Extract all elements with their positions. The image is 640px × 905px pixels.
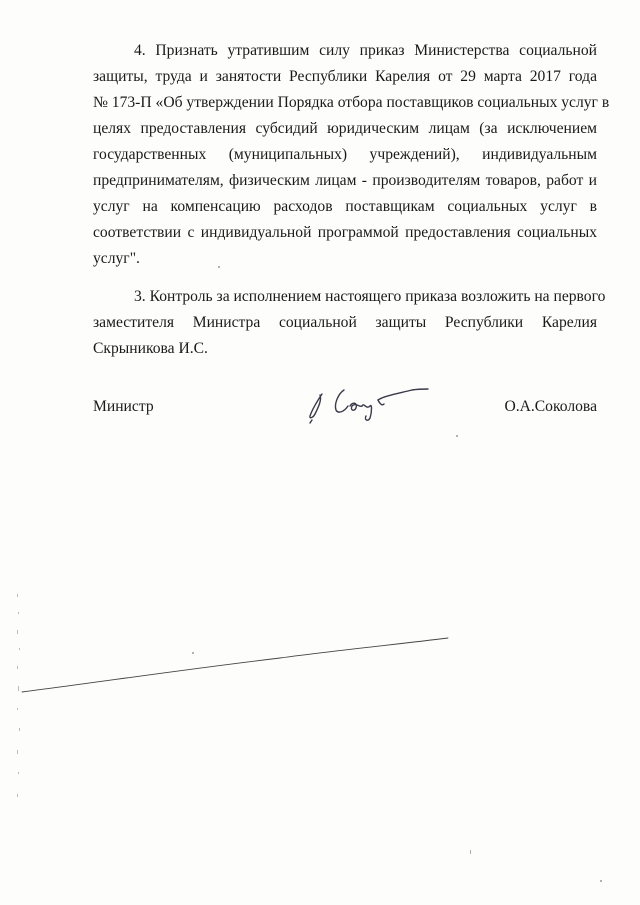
paragraph-4-line-3: № 173-П «Об утверждении Порядка отбора поставщиков социальных услуг в (93, 94, 610, 111)
scan-edge-noise (14, 590, 24, 810)
paragraph-4-line-2: защиты, труда и занятости Республики Карелия от 29 марта 2017 года (93, 68, 597, 85)
scan-speck (470, 850, 471, 854)
paragraph-4-line-7: услуг на компенсацию расходов поставщикам социальных услуг в (93, 198, 597, 215)
signatory-title: Министр (93, 398, 154, 415)
scan-speck (218, 266, 220, 268)
paragraph-4-line-4: целях предоставления субсидий юридическим лицам (за исключением (93, 120, 597, 137)
paragraph-4-line-9: услуг". (93, 250, 140, 267)
scan-speck (192, 652, 194, 654)
scan-speck (600, 880, 602, 882)
scan-pen-stroke (20, 630, 450, 700)
paragraph-4-line-6: предпринимателям, физическим лицам - производителям товаров, работ и (93, 172, 597, 189)
paragraph-3-line-1: 3. Контроль за исполнением настоящего приказа возложить на первого (134, 288, 606, 305)
handwritten-signature (300, 376, 430, 426)
paragraph-4-line-8: соответствии с индивидуальной программой предоставления социальных (93, 224, 597, 241)
paragraph-4-line-1: 4. Признать утратившим силу приказ Министерства социальной (134, 42, 597, 59)
paragraph-3-line-2: заместителя Министра социальной защиты Республики Карелия (93, 314, 597, 331)
paragraph-3 (93, 284, 606, 362)
paragraph-4 (93, 38, 610, 272)
paragraph-3-line-3: Скрыникова И.С. (93, 340, 208, 357)
scan-speck (456, 435, 458, 437)
signatory-name: О.А.Соколова (504, 398, 597, 415)
paragraph-4-line-5: государственных (муниципальных) учреждений), индивидуальным (93, 146, 597, 163)
